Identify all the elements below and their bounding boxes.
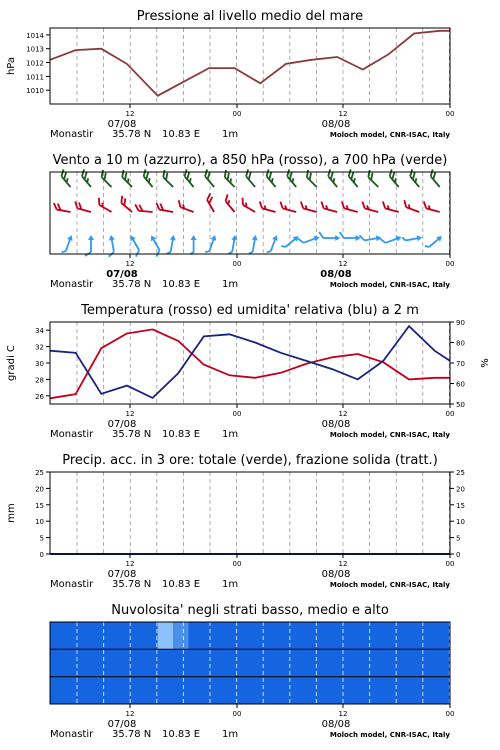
- cloud-credit: Moloch model, CNR-ISAC, Italy: [329, 731, 450, 739]
- precipitation-title: Precip. acc. in 3 ore: totale (verde), frazione solida (tratt.): [62, 453, 438, 468]
- temperature-y-right-tick-label: 50: [456, 401, 465, 409]
- precipitation-x-tick-label: 12: [125, 560, 135, 568]
- temperature-location-elevation: 1m: [222, 429, 239, 440]
- temperature-y-tick-label: 26: [35, 392, 44, 401]
- temperature-date-label: 07/08: [107, 419, 137, 430]
- pressure-location-lon: 10.83 E: [162, 129, 201, 140]
- precipitation-location-lat: 35.78 N: [112, 579, 152, 590]
- precipitation-x-tick-label: 00: [445, 560, 455, 568]
- temperature-date-label: 08/08: [321, 419, 351, 430]
- wind-x-tick-label: 12: [338, 260, 348, 268]
- wind-location-elevation: 1m: [222, 279, 239, 290]
- pressure-y-axis-label: hPa: [6, 56, 17, 76]
- wind-title: Vento a 10 m (azzurro), a 850 hPa (rosso), a 700 hPa (verde): [52, 153, 448, 168]
- cloud-x-tick-label: 12: [338, 710, 348, 718]
- cloud-date-label: 07/08: [107, 719, 137, 730]
- cloud-location-lat: 35.78 N: [112, 729, 152, 740]
- pressure-y-tick-label: 1014: [26, 31, 44, 40]
- precipitation-date-label: 07/08: [107, 569, 137, 580]
- precipitation-y-right-tick-label: 25: [456, 469, 465, 477]
- cloud-plot-area: [50, 622, 450, 704]
- cloud-x-tick-label: 00: [232, 710, 242, 718]
- precipitation-x-tick-label: 00: [232, 560, 242, 568]
- pressure-title: Pressione al livello medio del mare: [136, 9, 364, 24]
- precipitation-y-right-tick-label: 5: [456, 534, 461, 543]
- wind-location-lon: 10.83 E: [162, 279, 201, 290]
- temperature-y-right-tick-label: 70: [456, 360, 465, 368]
- precipitation-plot-area: [50, 472, 450, 554]
- temperature-y-right-axis-label: %: [480, 358, 491, 368]
- pressure-x-tick-label: 00: [445, 110, 455, 118]
- precipitation-location-lon: 10.83 E: [162, 579, 201, 590]
- precipitation-date-label: 08/08: [321, 569, 351, 580]
- temperature-location-lat: 35.78 N: [112, 429, 152, 440]
- cloud-x-tick-label: 12: [125, 710, 135, 718]
- cloud-patch: [158, 622, 173, 649]
- wind-credit: Moloch model, CNR-ISAC, Italy: [329, 281, 450, 289]
- precipitation-y-tick-label: 10: [35, 518, 44, 527]
- temperature-y-right-tick-label: 90: [456, 319, 465, 327]
- wind-location-lat: 35.78 N: [112, 279, 152, 290]
- pressure-date-label: 07/08: [107, 119, 137, 130]
- cloud-patch: [173, 622, 188, 649]
- cloud-location-name: Monastir: [50, 729, 94, 740]
- temperature-y-tick-label: 28: [35, 376, 44, 385]
- temperature-y-right-tick-label: 60: [456, 380, 465, 389]
- pressure-location-elevation: 1m: [222, 129, 239, 140]
- pressure-credit: Moloch model, CNR-ISAC, Italy: [329, 131, 450, 139]
- precipitation-y-tick-label: 15: [35, 501, 44, 510]
- wind-x-tick-label: 00: [445, 260, 455, 268]
- temperature-credit: Moloch model, CNR-ISAC, Italy: [329, 431, 450, 439]
- pressure-y-tick-label: 1011: [26, 73, 44, 82]
- temperature-location-lon: 10.83 E: [162, 429, 201, 440]
- precipitation-y-axis-label: mm: [6, 503, 17, 523]
- cloud-title: Nuvolosita' negli strati basso, medio e alto: [111, 603, 389, 618]
- temperature-y-right-tick-label: 80: [456, 339, 465, 348]
- pressure-y-tick-label: 1010: [26, 87, 44, 96]
- cloud-location-lon: 10.83 E: [162, 729, 201, 740]
- pressure-y-tick-label: 1012: [26, 59, 44, 68]
- cloud-x-tick-label: 00: [445, 710, 455, 718]
- pressure-x-tick-label: 12: [125, 110, 135, 118]
- cloud-location-elevation: 1m: [222, 729, 239, 740]
- wind-barb-shaft: [139, 211, 153, 212]
- precipitation-y-tick-label: 5: [39, 534, 44, 543]
- precipitation-y-right-tick-label: 15: [456, 501, 465, 510]
- temperature-x-tick-label: 00: [232, 410, 242, 418]
- precipitation-location-name: Monastir: [50, 579, 94, 590]
- temperature-location-name: Monastir: [50, 429, 94, 440]
- wind-date-label: 07/08: [106, 269, 138, 280]
- precipitation-y-tick-label: 0: [39, 551, 44, 559]
- pressure-y-tick-label: 1013: [26, 45, 44, 54]
- wind-x-tick-label: 00: [232, 260, 242, 268]
- wind-date-label: 08/08: [320, 269, 352, 280]
- wind-x-tick-label: 12: [125, 260, 135, 268]
- pressure-x-tick-label: 00: [232, 110, 242, 118]
- precipitation-x-tick-label: 12: [338, 560, 348, 568]
- pressure-date-label: 08/08: [321, 119, 351, 130]
- temperature-x-tick-label: 00: [445, 410, 455, 418]
- temperature-x-tick-label: 12: [125, 410, 135, 418]
- pressure-location-lat: 35.78 N: [112, 129, 152, 140]
- temperature-y-axis-label: gradi C: [6, 345, 17, 381]
- pressure-plot-area: [50, 28, 450, 104]
- precipitation-y-tick-label: 25: [35, 469, 44, 477]
- precipitation-y-right-tick-label: 10: [456, 518, 465, 527]
- cloud-date-label: 08/08: [321, 719, 351, 730]
- pressure-location-name: Monastir: [50, 129, 94, 140]
- temperature-x-tick-label: 12: [338, 410, 348, 418]
- temperature-title: Temperatura (rosso) ed umidita' relativa (blu) a 2 m: [81, 303, 419, 318]
- wind-location-name: Monastir: [50, 279, 94, 290]
- precipitation-y-tick-label: 20: [35, 485, 44, 494]
- temperature-y-tick-label: 34: [35, 327, 44, 336]
- precipitation-y-right-tick-label: 0: [456, 551, 461, 559]
- temperature-y-tick-label: 30: [35, 360, 44, 368]
- precipitation-credit: Moloch model, CNR-ISAC, Italy: [329, 581, 450, 589]
- temperature-y-tick-label: 32: [35, 343, 44, 352]
- precipitation-y-right-tick-label: 20: [456, 485, 465, 494]
- pressure-x-tick-label: 12: [338, 110, 348, 118]
- precipitation-location-elevation: 1m: [222, 579, 239, 590]
